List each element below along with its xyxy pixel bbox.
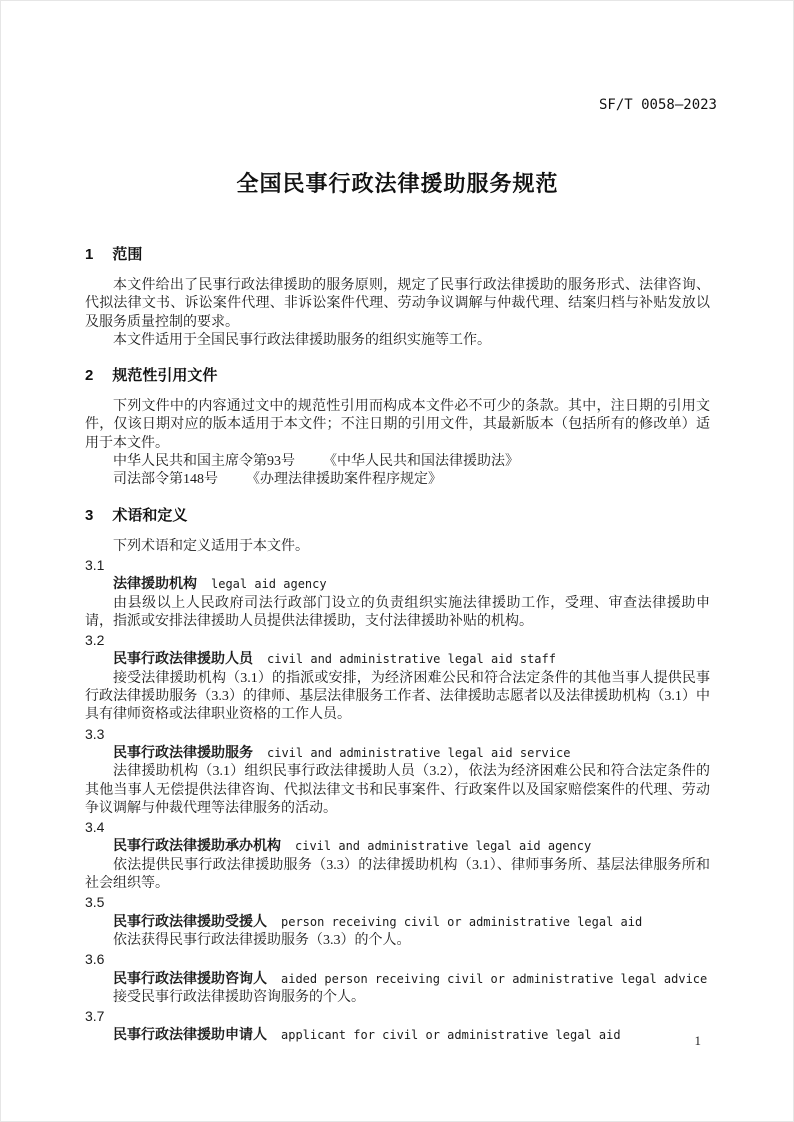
term-definition: 接受民事行政法律援助咨询服务的个人。 <box>113 989 365 1005</box>
term-name-zh: 民事行政法律援助受援人 <box>113 912 267 929</box>
term-entry <box>85 574 710 594</box>
doc-code: SF/T 0058—2023 <box>598 97 717 113</box>
page-number: 1 <box>694 1033 701 1048</box>
term-name-zh: 民事行政法律援助服务 <box>113 743 253 760</box>
term-id: 3.1 <box>85 556 105 573</box>
section-scope <box>85 246 710 350</box>
term-definition: 依法获得民事行政法律援助服务（3.3）的个人。 <box>113 932 411 948</box>
term-id: 3.7 <box>85 1008 105 1025</box>
paragraph: 本文件给出了民事行政法律援助的服务原则，规定了民事行政法律援助的服务形式、法律咨询、代拟法律文书、诉讼案件代理、非诉讼案件代理、劳动争议调解与仲裁代理、结案归档与补贴发放以及服务质量控制的要求。 <box>85 278 710 330</box>
term-name-zh: 民事行政法律援助申请人 <box>113 1026 267 1043</box>
term-definition: 接受法律援助机构（3.1）的指派或安排，为经济困难公民和符合法定条件的其他当事人提供民事行政法律援助服务（3.3）的律师、基层法律服务工作者、法律援助志愿者以及法律援助机构（3.1）中具有律师资格或法律职业资格的工作人员。 <box>85 670 710 723</box>
term-name-en: civil and administrative legal aid service <box>267 745 571 760</box>
term-id: 3.4 <box>85 819 105 836</box>
reference-code: 中华人民共和国主席令第93号 <box>113 454 295 470</box>
section-number: 3 <box>85 506 94 524</box>
term-entry <box>85 912 710 932</box>
term-entry <box>85 836 710 856</box>
term-entry <box>85 1025 710 1045</box>
reference-code: 司法部令第148号 <box>113 472 218 488</box>
section-number: 1 <box>85 246 94 263</box>
term-entry <box>85 649 710 669</box>
term-definition: 依法提供民事行政法律援助服务（3.3）的法律援助机构（3.1）、律师事务所、基层法律服务所和社会组织等。 <box>85 857 710 892</box>
term-name-en: person receiving civil or administrative legal aid <box>281 914 643 929</box>
section-heading-1 <box>85 246 710 264</box>
term-entry <box>85 969 710 989</box>
term-id: 3.3 <box>85 725 105 742</box>
term-id: 3.2 <box>85 632 105 649</box>
term-name-zh: 民事行政法律援助咨询人 <box>113 969 267 986</box>
term-name-zh: 法律援助机构 <box>113 575 197 592</box>
terms-intro: 下列术语和定义适用于本文件。 <box>113 538 309 554</box>
section-normative-references <box>85 367 710 489</box>
section-terms-definitions <box>85 507 710 1046</box>
section-title: 范围 <box>112 246 143 263</box>
term-name-en: civil and administrative legal aid agency <box>295 839 592 854</box>
paragraph: 下列文件中的内容通过文中的规范性引用而构成本文件必不可少的条款。其中，注日期的引用文件，仅该日期对应的版本适用于本文件；不注日期的引用文件，其最新版本（包括所有的修改单）适用于本文件。 <box>85 399 710 451</box>
section-heading-2 <box>85 367 710 385</box>
term-definition: 由县级以上人民政府司法行政部门设立的负责组织实施法律援助工作，受理、审查法律援助申请，指派或安排法律援助人员提供法律援助，支付法律援助补贴的机构。 <box>85 595 710 629</box>
term-name-zh: 民事行政法律援助人员 <box>113 650 253 667</box>
term-definition: 法律援助机构（3.1）组织民事行政法律援助人员（3.2），依法为经济困难公民和符合法定条件的其他当事人无偿提供法律咨询、代拟法律文书和民事案件、行政案件以及国家赔偿案件的代理、劳动争议调解与仲裁代理等法律服务的活动。 <box>85 764 710 816</box>
term-id: 3.5 <box>85 894 105 911</box>
section-number: 2 <box>85 367 94 385</box>
section-title: 规范性引用文件 <box>112 367 218 385</box>
document-title: 全国民事行政法律援助服务规范 <box>236 171 559 196</box>
term-name-en: applicant for civil or administrative legal aid <box>281 1028 621 1043</box>
section-title: 术语和定义 <box>112 506 188 524</box>
term-name-en: aided person receiving civil or administrative legal advice <box>281 971 708 986</box>
term-name-en: legal aid agency <box>211 577 327 592</box>
reference-title: 《中华人民共和国法律援助法》 <box>323 454 519 470</box>
reference-item <box>85 453 710 471</box>
term-id: 3.6 <box>85 951 105 968</box>
reference-title: 《办理法律援助案件程序规定》 <box>246 472 442 488</box>
section-heading-3 <box>85 507 710 525</box>
term-name-en: civil and administrative legal aid staff <box>267 652 556 667</box>
term-name-zh: 民事行政法律援助承办机构 <box>113 837 281 854</box>
reference-item <box>85 471 710 489</box>
term-entry <box>85 743 710 763</box>
paragraph: 本文件适用于全国民事行政法律援助服务的组织实施等工作。 <box>113 332 491 348</box>
